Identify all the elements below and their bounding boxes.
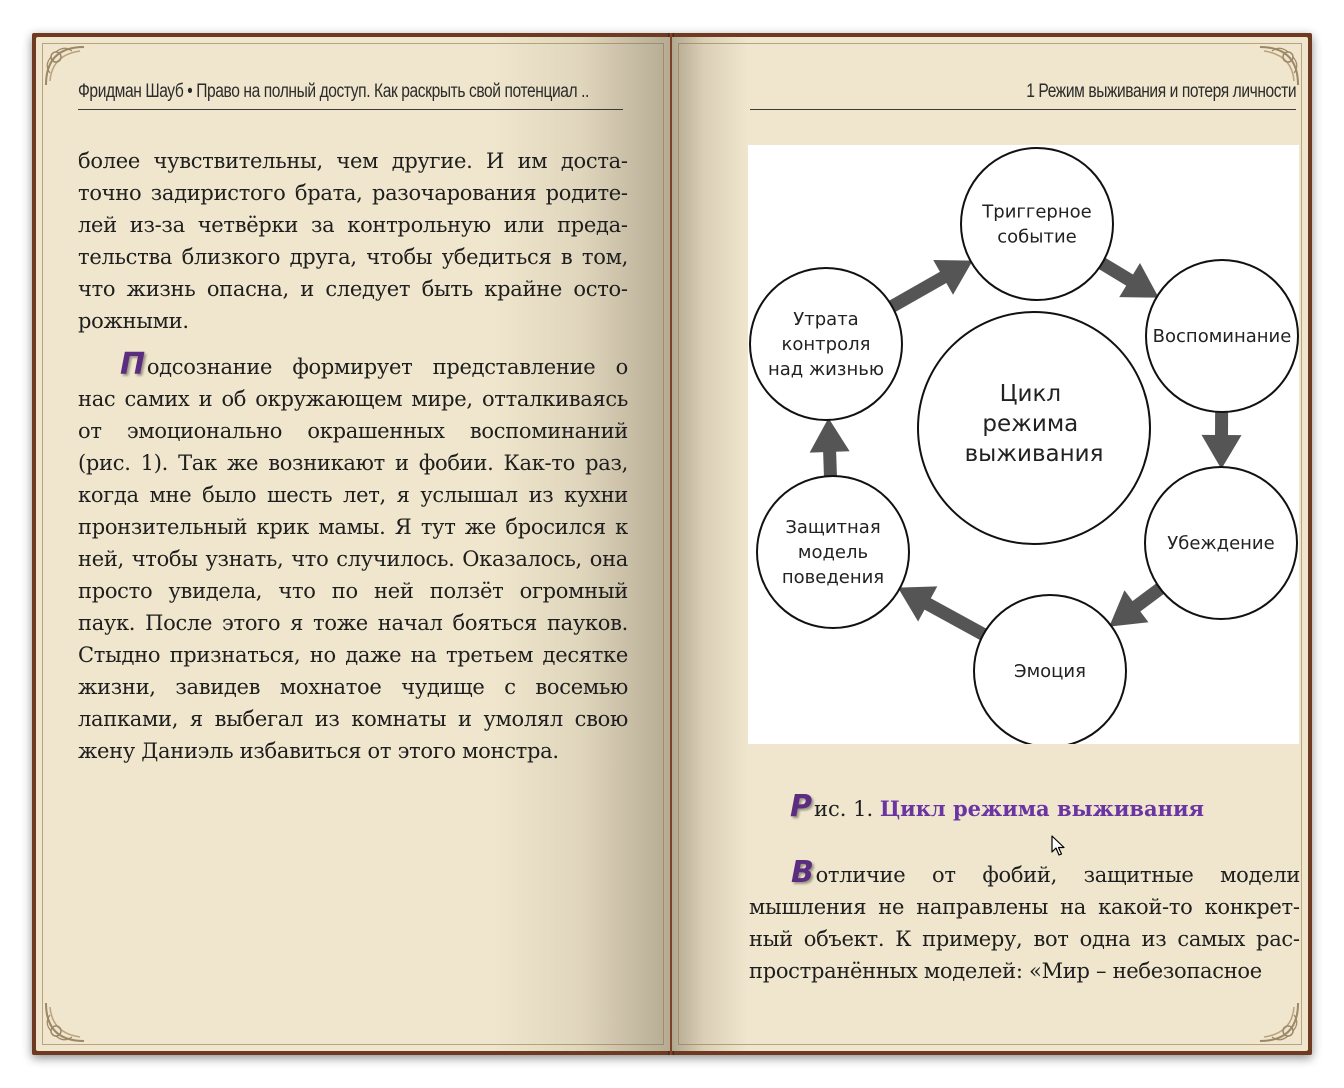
cycle-node-label-line: Утрата [793,309,859,330]
caption-title: Цикл режима выживания [879,796,1205,821]
cycle-node-label-line: Защитная [785,517,881,538]
figure-caption [790,789,1290,825]
cycle-node-label-line: Триггерное [982,201,1092,223]
drop-cap: Р [790,789,812,824]
cycle-node [757,476,909,628]
caption-prefix: ис. 1. [814,797,874,821]
center-node [918,312,1150,544]
center-label: режима [982,411,1079,437]
cycle-node-label [1153,326,1292,347]
drop-cap: П [120,347,145,382]
cycle-node [1145,467,1297,619]
cycle-node-label-line: Эмоция [1014,661,1086,682]
cycle-node [974,595,1126,744]
cycle-arrow-head [810,418,850,453]
cycle-node [1146,260,1298,412]
cycle-node-label-line: Воспоминание [1152,326,1292,347]
running-header-right [750,81,1296,110]
page-text-right [749,855,1300,1001]
cycle-node-circle [961,148,1113,300]
cycle-node-label [1014,661,1086,682]
cycle-node-label-line: Убеждение [1167,533,1275,554]
cycle-node [750,268,902,420]
ornament-icon [42,999,88,1045]
chapter-title-header: 1 Режим выживания и потеря личности [1026,81,1296,102]
cycle-node-label-line: поведения [781,567,885,588]
paragraph: более чувствительны, чем другие. И им достаточно задиристого брата, разочарования родителей из-за четвёрки за контрольную или предательства близкого друга, чтобы убедиться в том, что жизнь опасна, и следует быть крайне осторожными. [78,149,628,333]
cycle-node-label-line: событие [997,226,1077,248]
paragraph-text: отличие от фобий, защитные модели мышления не направлены на какой-то конкретный объект. К примеру, вот одна из самых распространённых моделей: «Мир – небезопасное [749,863,1300,983]
cycle-diagram-svg [748,145,1299,744]
mouse-pointer-icon [1051,835,1065,857]
paragraph-text: одсознание формирует представление о нас самих и об окружающем мире, отталкиваясь от эмоционально окрашенных воспоминаний (рис. 1). Так же возникают и фобии. Как-то раз, когда мне было шесть лет, я услышал из кухни пронзительный крик мамы. Я тут же бросился к ней, чтобы узнать, что случилось. Оказалось, она просто увидела, что по ней ползёт огромный паук. После этого я тоже начал бояться пауков. Стыдно признаться, но даже на третьем десятке жизни, завидев мохнатое чудище с восемью лапками, я выбегал из комнаты и умолял свою жену Даниэль избавиться от этого монстра. [78,355,628,763]
cycle-node-label-line: над жизнью [768,359,884,380]
center-label: выживания [964,441,1104,467]
cycle-node-label [1167,533,1274,554]
cycle-node-label-line: модель [797,542,869,563]
paragraph [78,347,628,767]
drop-cap: В [791,855,814,890]
cycle-node [961,148,1113,300]
center-label: Цикл [999,381,1062,407]
cycle-node-label-line: контроля [781,334,871,355]
right-page[interactable] [672,37,1308,1051]
cycle-arrow-head [1202,435,1242,469]
book-reader [32,33,1312,1055]
left-page[interactable] [36,37,670,1051]
running-header-left [78,81,623,110]
ornament-icon [1256,999,1302,1045]
page-text-left [78,145,628,781]
paragraph [749,855,1300,987]
cycle-diagram [748,145,1299,744]
book-title-header: Фридман Шауб • Право на полный доступ. Как раскрыть свой потенциал .. [78,81,589,102]
